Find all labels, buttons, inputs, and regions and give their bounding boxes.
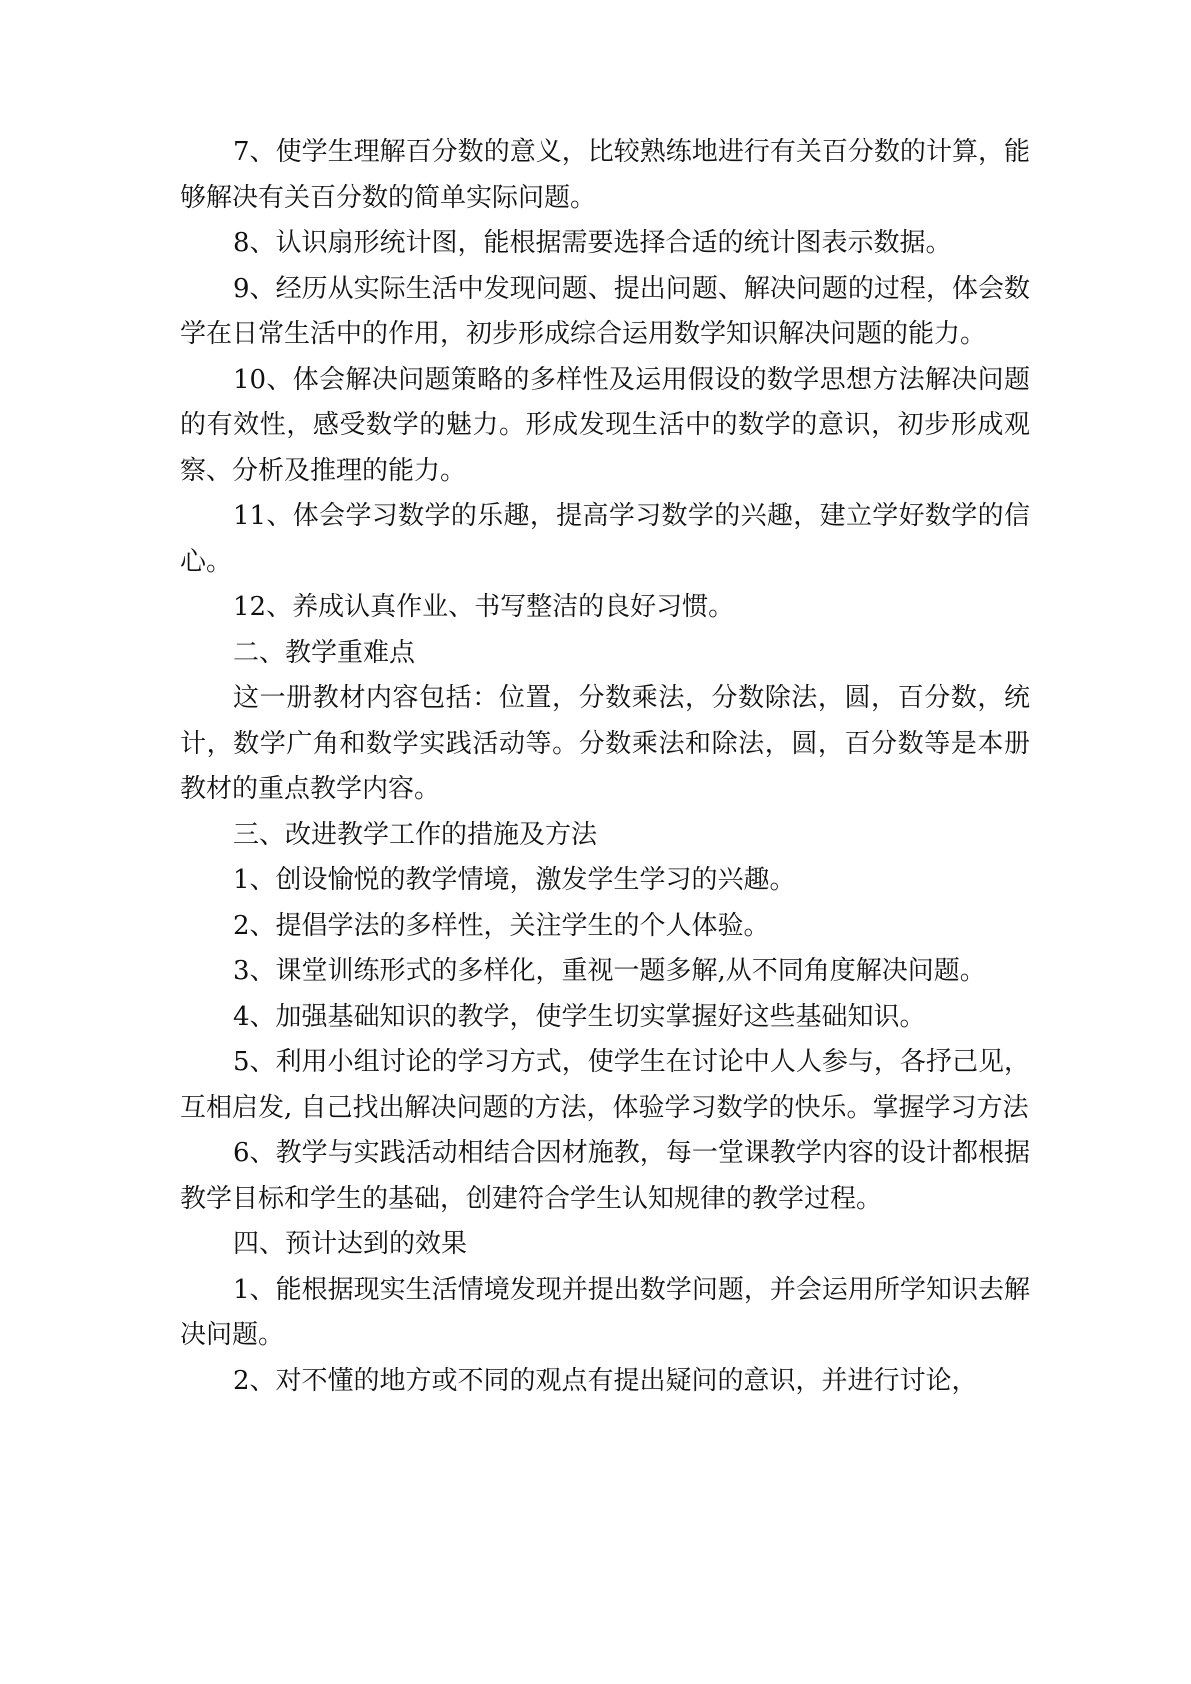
paragraph-goal-10: 10、体会解决问题策略的多样性及运用假设的数学思想方法解决问题的有效性，感受数学的魅力。形成发现生活中的数学的意识，初步形成观察、分析及推理的能力。 [180, 364, 1030, 486]
paragraph-goal-12: 12、养成认真作业、书写整洁的良好习惯。 [233, 592, 735, 622]
paragraph-measure-5: 5、利用小组讨论的学习方式，使学生在讨论中人人参与，各抒己见，互相启发, 自己找出解决问题的方法，体验学习数学的快乐。掌握学习方法 [180, 1047, 1030, 1123]
section-heading-measures: 三、改进教学工作的措施及方法 [233, 819, 598, 850]
paragraph-measure-6: 6、教学与实践活动相结合因材施教，每一堂课教学内容的设计都根据教学目标和学生的基础，创建符合学生认知规律的教学过程。 [180, 1138, 1030, 1214]
paragraph-measure-1: 1、创设愉悦的教学情境，激发学生学习的兴趣。 [233, 865, 796, 895]
paragraph-goal-8: 8、认识扇形统计图，能根据需要选择合适的统计图表示数据。 [233, 228, 952, 258]
paragraph-effect-2: 2、对不懂的地方或不同的观点有提出疑问的意识，并进行讨论， [233, 1365, 978, 1396]
paragraph-goal-9: 9、经历从实际生活中发现问题、提出问题、解决问题的过程，体会数学在日常生活中的作用，初步形成综合运用数学知识解决问题的能力。 [180, 273, 1030, 349]
paragraph-measure-3: 3、课堂训练形式的多样化，重视一题多解,从不同角度解决问题。 [233, 956, 986, 986]
paragraph-textbook-content: 这一册教材内容包括：位置，分数乘法，分数除法，圆，百分数，统计，数学广角和数学实践活动等。分数乘法和除法，圆，百分数等是本册教材的重点教学内容。 [180, 683, 1030, 804]
document-body [180, 130, 1030, 1404]
paragraph-effect-1: 1、能根据现实生活情境发现并提出数学问题，并会运用所学知识去解决问题。 [180, 1274, 1030, 1350]
paragraph-goal-7: 7、使学生理解百分数的意义，比较熟练地进行有关百分数的计算，能够解决有关百分数的简单实际问题。 [180, 137, 1030, 213]
section-heading-key-points: 二、教学重难点 [233, 637, 416, 668]
paragraph-measure-4: 4、加强基础知识的教学，使学生切实掌握好这些基础知识。 [233, 1001, 926, 1032]
paragraph-goal-11: 11、体会学习数学的乐趣，提高学习数学的兴趣，建立学好数学的信心。 [180, 501, 1030, 577]
section-heading-expected-effects: 四、预计达到的效果 [233, 1229, 468, 1259]
paragraph-measure-2: 2、提倡学法的多样性，关注学生的个人体验。 [233, 910, 770, 941]
